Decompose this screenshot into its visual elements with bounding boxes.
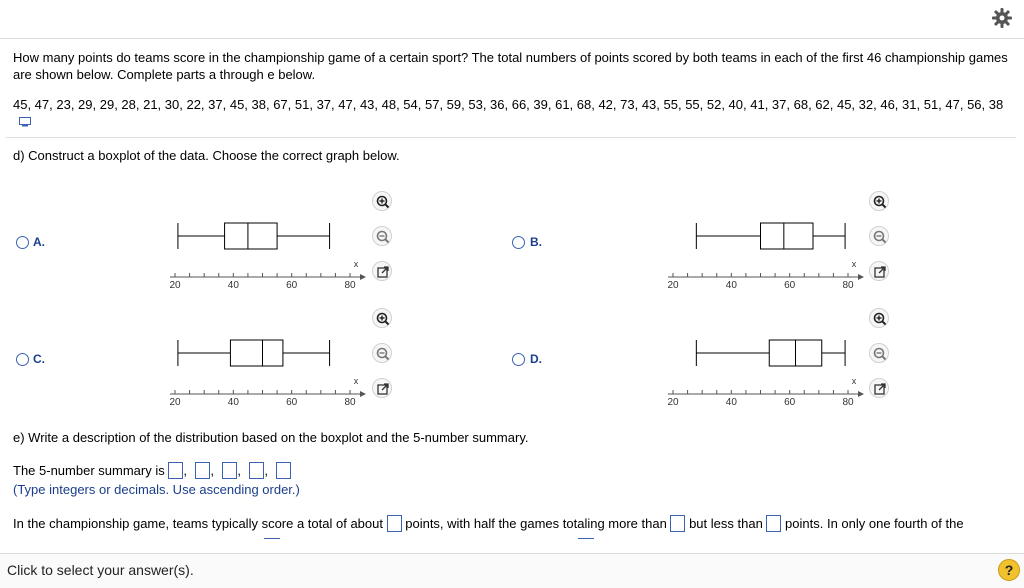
x-tick-label: 40 — [227, 280, 239, 291]
top-bar — [0, 0, 1024, 39]
x-axis-arrow — [360, 274, 366, 280]
sentence-part-3: but less than — [689, 516, 763, 531]
x-tick-label: 80 — [842, 280, 854, 291]
expand-icon — [373, 379, 393, 399]
boxplot-svg — [668, 335, 898, 415]
iqr-box — [230, 340, 283, 366]
option-b-radio[interactable] — [512, 236, 525, 249]
five-number-input-3[interactable] — [222, 462, 237, 479]
x-tick-label: 20 — [169, 397, 181, 408]
zoom-in-icon — [373, 309, 393, 329]
option-c-expand-button[interactable] — [372, 378, 392, 398]
option-a-zoom-out-button[interactable] — [372, 226, 392, 246]
option-b-label: B. — [530, 235, 542, 249]
option-d-zoom-in-button[interactable] — [869, 308, 889, 328]
five-number-hint: (Type integers or decimals. Use ascending order.) — [13, 482, 300, 497]
x-tick-label: 80 — [344, 397, 356, 408]
option-a-expand-button[interactable] — [372, 261, 392, 281]
five-number-summary-row — [13, 462, 291, 479]
option-d-label: D. — [530, 352, 542, 366]
x-variable-label: x — [851, 376, 857, 386]
option-b-zoom-in-button[interactable] — [869, 191, 889, 211]
status-text: Click to select your answer(s). — [7, 562, 194, 578]
option-a-radio[interactable] — [16, 236, 29, 249]
comma: , — [183, 463, 187, 478]
boxplot-svg — [170, 218, 400, 298]
five-number-input-5[interactable] — [276, 462, 291, 479]
x-tick-label: 20 — [667, 397, 679, 408]
boxplot-svg — [668, 218, 898, 298]
part-d-prompt: d) Construct a boxplot of the data. Choose the correct graph below. — [13, 148, 400, 163]
zoom-in-icon — [870, 309, 890, 329]
option-d-radio[interactable] — [512, 353, 525, 366]
x-variable-label: x — [851, 259, 857, 269]
option-d-boxplot — [667, 335, 898, 408]
lower-half-bound-input[interactable] — [670, 515, 685, 532]
boxplot-svg — [170, 335, 400, 415]
data-values-text: 45, 47, 23, 29, 29, 28, 21, 30, 22, 37, 45, 38, 67, 51, 37, 47, 43, 48, 54, 57, 59, 53, 36, 66, 39, 61, 68, 42, 73, 43, 55, 55, 52, 40, 41, 37, 68, 62, 45, 32, 46, 31, 51, 47, 56, 38 — [13, 97, 1004, 112]
option-a-zoom-in-button[interactable] — [372, 191, 392, 211]
iqr-box — [225, 223, 277, 249]
x-axis-arrow — [858, 391, 864, 397]
five-number-input-1[interactable] — [168, 462, 183, 479]
x-tick-label: 20 — [667, 280, 679, 291]
zoom-out-icon — [373, 227, 393, 247]
zoom-in-icon — [870, 192, 890, 212]
part-e-prompt: e) Write a description of the distribution based on the boxplot and the 5-number summary. — [13, 430, 529, 445]
x-tick-label: 20 — [169, 280, 181, 291]
option-c-boxplot — [169, 335, 400, 408]
x-tick-label: 60 — [286, 397, 298, 408]
data-values — [13, 96, 1009, 130]
sentence-part-4: points. In only one fourth of the — [785, 516, 964, 531]
sentence-part-2: points, with half the games totaling more than — [405, 516, 667, 531]
help-button[interactable]: ? — [998, 559, 1020, 581]
zoom-in-icon — [373, 192, 393, 212]
comma: , — [210, 463, 214, 478]
zoom-out-icon — [373, 344, 393, 364]
next-line-input-hint — [264, 538, 280, 539]
x-variable-label: x — [353, 259, 359, 269]
x-variable-label: x — [353, 376, 359, 386]
x-tick-label: 40 — [725, 280, 737, 291]
question-intro: How many points do teams score in the championship game of a certain sport? The total numbers of points scored by both teams in each of the first 46 championship games are shown below. Complete parts a through e below. — [13, 50, 1008, 82]
five-number-input-4[interactable] — [249, 462, 264, 479]
option-b-expand-button[interactable] — [869, 261, 889, 281]
next-line-input-hint — [578, 538, 594, 539]
option-c-label: C. — [33, 352, 45, 366]
option-b-zoom-out-button[interactable] — [869, 226, 889, 246]
bottom-bar — [0, 553, 1024, 588]
option-c-radio[interactable] — [16, 353, 29, 366]
sentence-part-1: In the championship game, teams typically score a total of about — [13, 516, 383, 531]
typical-total-input[interactable] — [387, 515, 402, 532]
x-tick-label: 60 — [784, 397, 796, 408]
description-sentence — [13, 515, 964, 532]
five-number-label: The 5-number summary is — [13, 463, 165, 478]
comma: , — [237, 463, 241, 478]
zoom-out-icon — [870, 227, 890, 247]
option-d-expand-button[interactable] — [869, 378, 889, 398]
x-axis-arrow — [360, 391, 366, 397]
x-tick-label: 40 — [227, 397, 239, 408]
option-c-zoom-in-button[interactable] — [372, 308, 392, 328]
x-tick-label: 80 — [842, 397, 854, 408]
option-b-boxplot — [667, 218, 898, 291]
five-number-input-2[interactable] — [195, 462, 210, 479]
x-tick-label: 60 — [784, 280, 796, 291]
upper-half-bound-input[interactable] — [766, 515, 781, 532]
x-tick-label: 40 — [725, 397, 737, 408]
iqr-box — [761, 223, 814, 249]
x-tick-label: 80 — [344, 280, 356, 291]
expand-icon — [870, 379, 890, 399]
option-a-boxplot — [169, 218, 400, 291]
gear-icon[interactable] — [990, 6, 1014, 30]
x-tick-label: 60 — [286, 280, 298, 291]
x-axis-arrow — [858, 274, 864, 280]
separator — [6, 137, 1016, 138]
expand-icon — [870, 262, 890, 282]
option-a-label: A. — [33, 235, 45, 249]
zoom-out-icon — [870, 344, 890, 364]
option-c-zoom-out-button[interactable] — [372, 343, 392, 363]
option-d-zoom-out-button[interactable] — [869, 343, 889, 363]
comma: , — [264, 463, 268, 478]
expand-icon — [373, 262, 393, 282]
copy-data-icon[interactable] — [19, 117, 31, 127]
